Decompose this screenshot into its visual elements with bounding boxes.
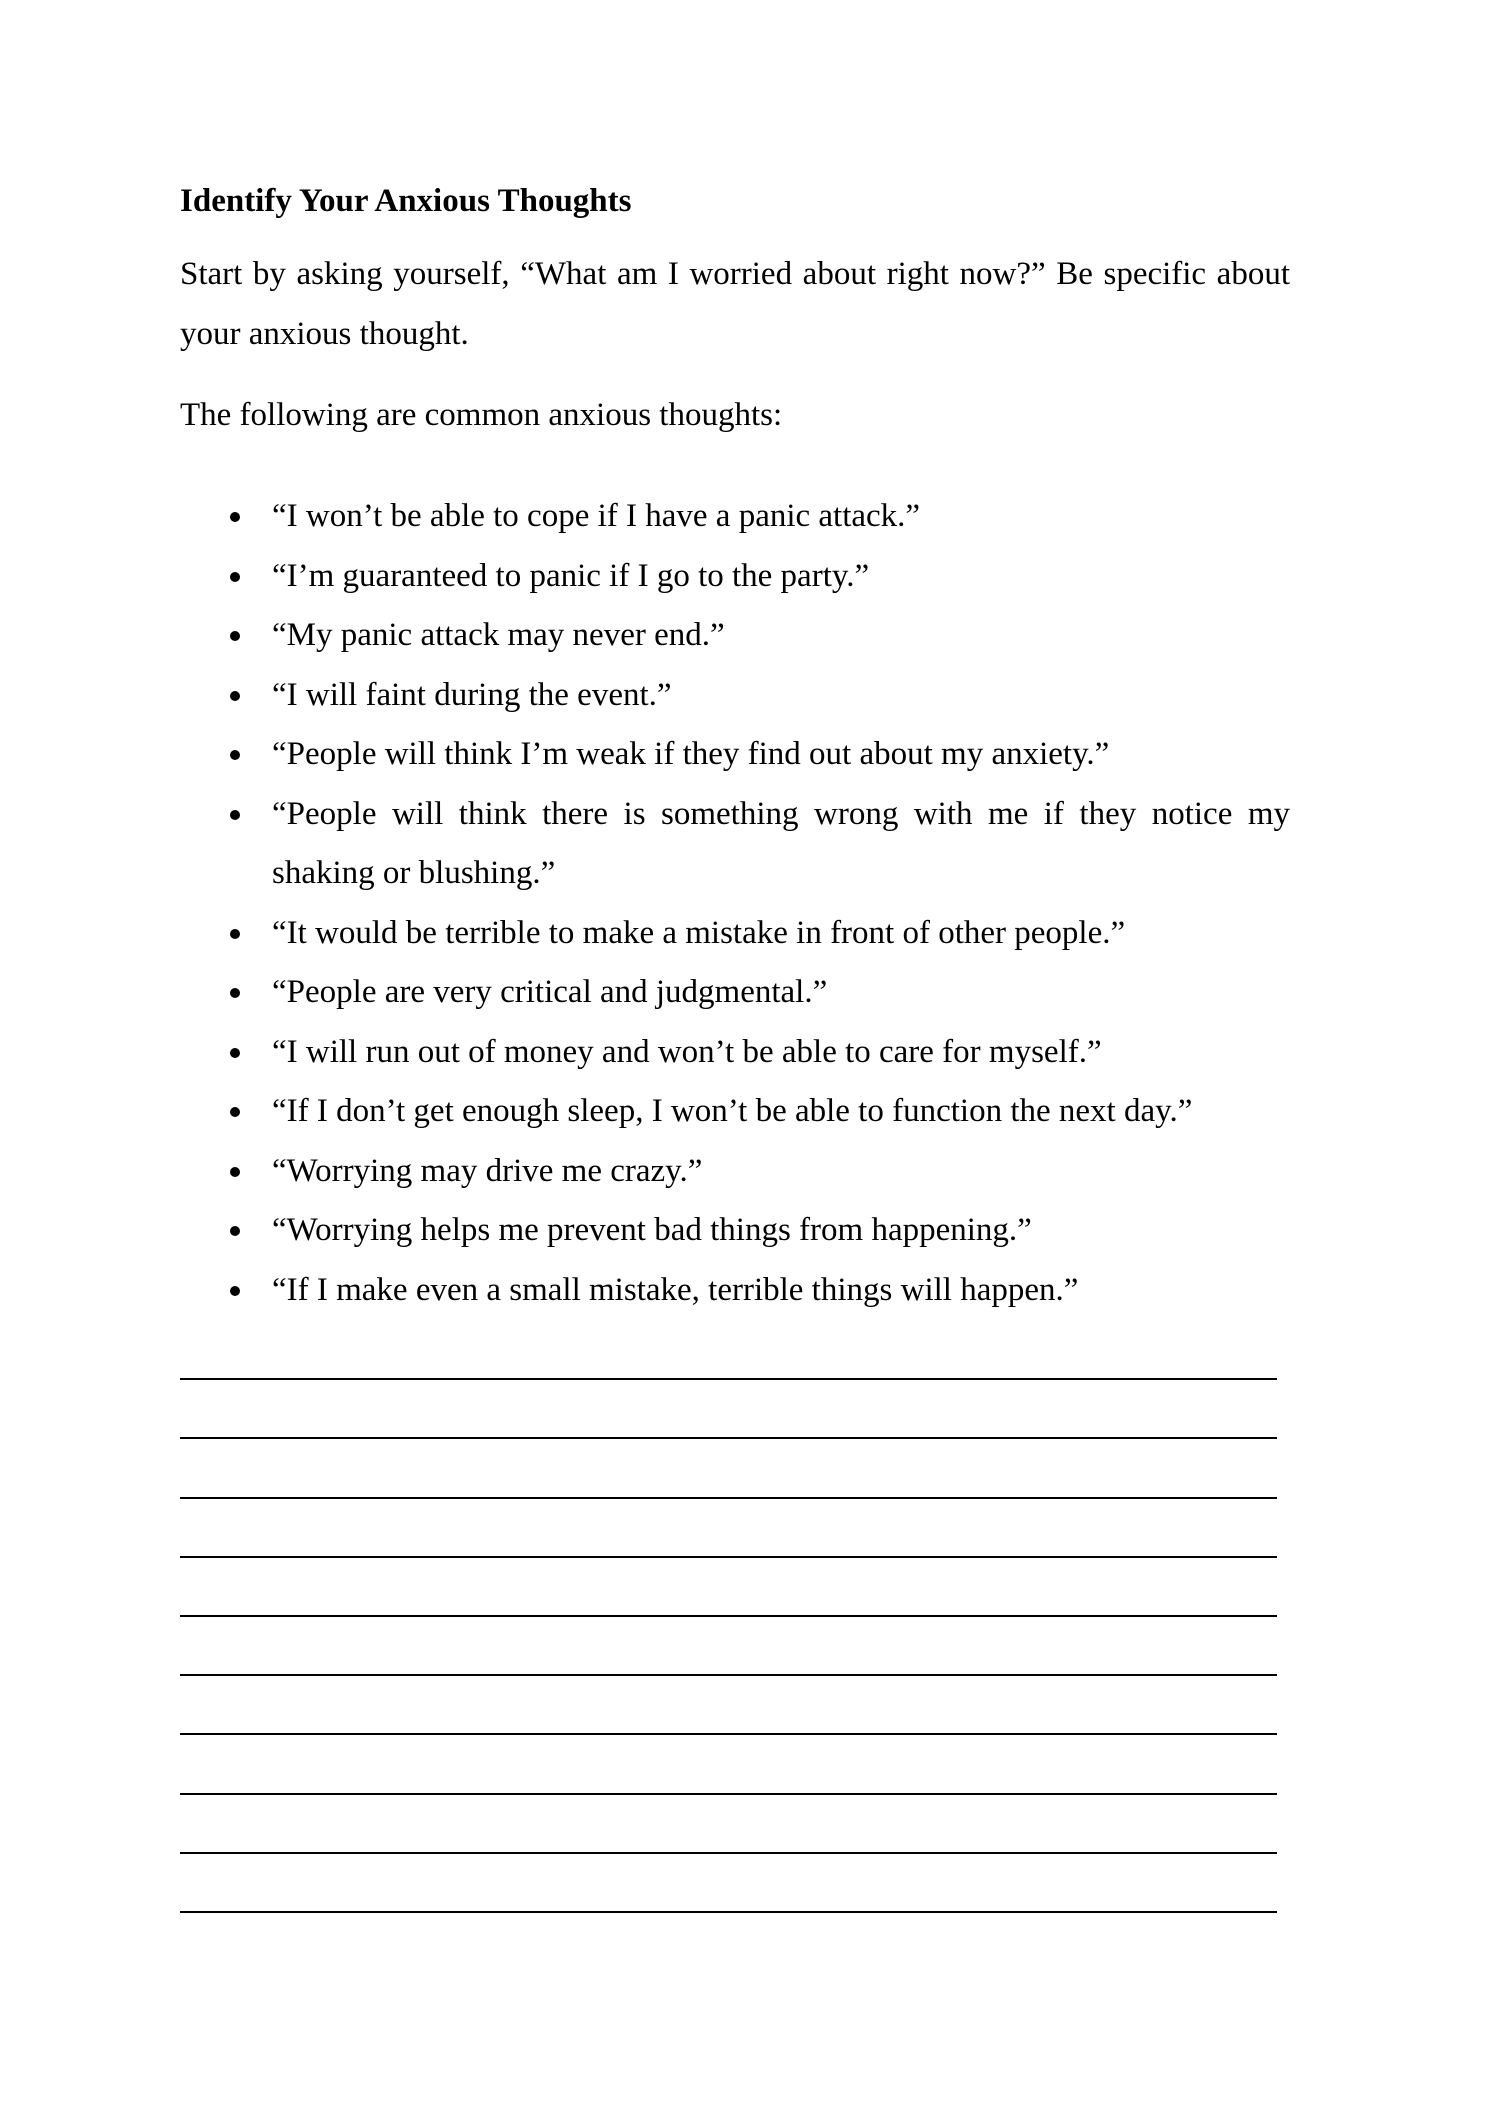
list-item — [180, 1142, 1290, 1202]
list-item — [180, 725, 1290, 785]
bullet-icon — [230, 512, 240, 522]
bullet-icon — [230, 1167, 240, 1177]
list-item — [180, 1082, 1290, 1142]
list-item — [180, 785, 1290, 904]
writing-area — [180, 1321, 1277, 1913]
anxious-thoughts-list — [180, 487, 1290, 1320]
worksheet-heading: Identify Your Anxious Thoughts — [180, 183, 632, 219]
list-item — [180, 487, 1290, 547]
list-item — [180, 1023, 1290, 1083]
list-item — [180, 904, 1290, 964]
writing-line — [180, 1499, 1277, 1558]
list-item — [180, 547, 1290, 607]
bullet-icon — [230, 750, 240, 760]
writing-line — [180, 1854, 1277, 1913]
intro-paragraph: Start by asking yourself, “What am I worried about right now?” Be specific about your anxious thought. — [180, 256, 1290, 352]
list-lead-text: The following are common anxious thoughts: — [180, 397, 783, 433]
list-item-text: “I will run out of money and won’t be able to care for myself.” — [272, 1033, 1102, 1070]
bullet-icon — [230, 1286, 240, 1296]
list-item — [180, 1201, 1290, 1261]
list-item-text: “People are very critical and judgmental.” — [272, 974, 828, 1010]
bullet-icon — [230, 1107, 240, 1117]
bullet-icon — [230, 572, 240, 582]
list-item-text: “I’m guaranteed to panic if I go to the party.” — [272, 557, 870, 594]
writing-line — [180, 1380, 1277, 1439]
list-item-text: “People will think I’m weak if they find out about my anxiety.” — [272, 736, 1110, 772]
list-item-text: “Worrying helps me prevent bad things from happening.” — [272, 1212, 1032, 1248]
writing-line — [180, 1735, 1277, 1794]
bullet-icon — [230, 929, 240, 939]
list-item-text: “Worrying may drive me crazy.” — [272, 1152, 703, 1189]
bullet-icon — [230, 810, 240, 820]
bullet-icon — [230, 691, 240, 701]
list-item-text: “People will think there is something wrong with me if they notice my shaking or blushing.” — [272, 795, 1290, 891]
writing-line — [180, 1676, 1277, 1735]
list-item — [180, 666, 1290, 726]
bullet-icon — [230, 631, 240, 641]
bullet-icon — [230, 988, 240, 998]
bullet-icon — [230, 1226, 240, 1236]
list-item-text: “It would be terrible to make a mistake in front of other people.” — [272, 914, 1126, 951]
writing-line — [180, 1617, 1277, 1676]
writing-line — [180, 1795, 1277, 1854]
list-item — [180, 963, 1290, 1023]
list-item-text: “If I don’t get enough sleep, I won’t be able to function the next day.” — [272, 1093, 1193, 1129]
list-item-text: “If I make even a small mistake, terrible things will happen.” — [272, 1271, 1079, 1308]
list-item — [180, 1261, 1290, 1321]
list-item-text: “My panic attack may never end.” — [272, 617, 725, 653]
bullet-icon — [230, 1048, 240, 1058]
writing-line — [180, 1558, 1277, 1617]
list-item-text: “I will faint during the event.” — [272, 676, 672, 713]
writing-line — [180, 1439, 1277, 1498]
list-item-text: “I won’t be able to cope if I have a panic attack.” — [272, 498, 921, 534]
writing-line — [180, 1321, 1277, 1380]
list-item — [180, 606, 1290, 666]
